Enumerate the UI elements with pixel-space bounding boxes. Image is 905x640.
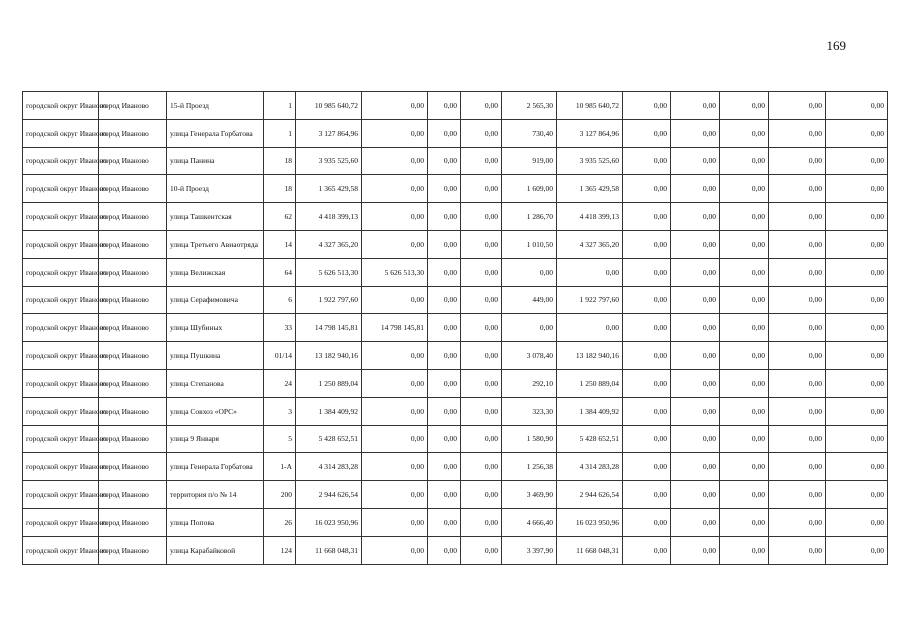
cell-fund-2: 0,00 (428, 314, 461, 342)
cell-street: улица Третьего Авиаотряда (167, 230, 264, 258)
cell-area: 323,30 (502, 397, 557, 425)
cell-fund-1: 5 626 513,30 (362, 258, 428, 286)
cell-fund-9: 0,00 (826, 453, 888, 481)
cell-street: 15-й Проезд (167, 92, 264, 120)
cell-fund-6: 0,00 (671, 203, 720, 231)
table-row (23, 508, 888, 536)
cell-fund-2: 0,00 (428, 342, 461, 370)
cell-house-number: 3 (264, 397, 296, 425)
cell-fund-1: 0,00 (362, 119, 428, 147)
cell-fund-2: 0,00 (428, 203, 461, 231)
cell-fund-8: 0,00 (769, 536, 826, 564)
cell-fund-6: 0,00 (671, 147, 720, 175)
cell-fund-1: 0,00 (362, 342, 428, 370)
cell-total-cost: 3 127 864,96 (296, 119, 362, 147)
cell-fund-3: 0,00 (461, 481, 502, 509)
cell-fund-7: 0,00 (720, 147, 769, 175)
cell-fund-6: 0,00 (671, 175, 720, 203)
cell-house-number: 1-А (264, 453, 296, 481)
cell-fund-1: 14 798 145,81 (362, 314, 428, 342)
cell-fund-9: 0,00 (826, 314, 888, 342)
cell-settlement: город Иваново (99, 92, 167, 120)
cell-street: 10-й Проезд (167, 175, 264, 203)
cell-fund-3: 0,00 (461, 342, 502, 370)
cell-fund-3: 0,00 (461, 286, 502, 314)
cell-fund-1: 0,00 (362, 508, 428, 536)
cell-fund-2: 0,00 (428, 508, 461, 536)
table-row (23, 175, 888, 203)
cell-fund-1: 0,00 (362, 147, 428, 175)
cell-fund-2: 0,00 (428, 230, 461, 258)
table-row (23, 314, 888, 342)
cell-fund-5: 0,00 (623, 314, 671, 342)
cell-total-cost: 5 428 652,51 (296, 425, 362, 453)
cell-area: 1 286,70 (502, 203, 557, 231)
cell-fund-3: 0,00 (461, 453, 502, 481)
cell-total-cost: 1 250 889,04 (296, 369, 362, 397)
cell-fund-7: 0,00 (720, 175, 769, 203)
cell-fund-6: 0,00 (671, 258, 720, 286)
cell-area: 3 469,90 (502, 481, 557, 509)
table-row (23, 425, 888, 453)
cell-total-cost: 1 922 797,60 (296, 286, 362, 314)
cell-fund-5: 0,00 (623, 397, 671, 425)
cell-fund-1: 0,00 (362, 397, 428, 425)
cell-settlement: город Иваново (99, 258, 167, 286)
cell-fund-7: 0,00 (720, 203, 769, 231)
cell-settlement: город Иваново (99, 397, 167, 425)
table-row (23, 481, 888, 509)
cell-fund-3: 0,00 (461, 175, 502, 203)
cell-fund-8: 0,00 (769, 481, 826, 509)
cell-fund-4: 3 935 525,60 (557, 147, 623, 175)
cell-fund-8: 0,00 (769, 314, 826, 342)
cell-fund-4: 3 127 864,96 (557, 119, 623, 147)
cell-municipality: городской округ Иваново (23, 258, 99, 286)
cell-total-cost: 13 182 940,16 (296, 342, 362, 370)
cell-fund-7: 0,00 (720, 92, 769, 120)
cell-house-number: 64 (264, 258, 296, 286)
cell-fund-1: 0,00 (362, 286, 428, 314)
cell-fund-9: 0,00 (826, 203, 888, 231)
cell-fund-2: 0,00 (428, 119, 461, 147)
cell-house-number: 5 (264, 425, 296, 453)
table-row (23, 397, 888, 425)
cell-fund-3: 0,00 (461, 425, 502, 453)
cell-total-cost: 10 985 640,72 (296, 92, 362, 120)
cell-area: 3 078,40 (502, 342, 557, 370)
address-list-table (22, 91, 888, 565)
cell-area: 0,00 (502, 258, 557, 286)
cell-settlement: город Иваново (99, 453, 167, 481)
cell-area: 730,40 (502, 119, 557, 147)
cell-house-number: 33 (264, 314, 296, 342)
cell-house-number: 14 (264, 230, 296, 258)
cell-municipality: городской округ Иваново (23, 92, 99, 120)
cell-fund-3: 0,00 (461, 119, 502, 147)
cell-fund-1: 0,00 (362, 453, 428, 481)
cell-total-cost: 16 023 950,96 (296, 508, 362, 536)
cell-fund-4: 2 944 626,54 (557, 481, 623, 509)
cell-fund-5: 0,00 (623, 203, 671, 231)
cell-total-cost: 1 365 429,58 (296, 175, 362, 203)
cell-fund-8: 0,00 (769, 258, 826, 286)
cell-fund-4: 1 365 429,58 (557, 175, 623, 203)
cell-fund-2: 0,00 (428, 147, 461, 175)
cell-fund-2: 0,00 (428, 258, 461, 286)
cell-fund-5: 0,00 (623, 536, 671, 564)
cell-fund-2: 0,00 (428, 92, 461, 120)
cell-fund-6: 0,00 (671, 342, 720, 370)
cell-settlement: город Иваново (99, 508, 167, 536)
cell-fund-4: 16 023 950,96 (557, 508, 623, 536)
cell-municipality: городской округ Иваново (23, 342, 99, 370)
cell-fund-1: 0,00 (362, 230, 428, 258)
cell-fund-6: 0,00 (671, 230, 720, 258)
cell-fund-6: 0,00 (671, 536, 720, 564)
table-row (23, 258, 888, 286)
cell-area: 0,00 (502, 314, 557, 342)
cell-fund-2: 0,00 (428, 175, 461, 203)
cell-fund-3: 0,00 (461, 92, 502, 120)
cell-fund-5: 0,00 (623, 425, 671, 453)
cell-fund-5: 0,00 (623, 508, 671, 536)
table-row (23, 230, 888, 258)
cell-fund-6: 0,00 (671, 119, 720, 147)
cell-fund-8: 0,00 (769, 203, 826, 231)
cell-fund-5: 0,00 (623, 119, 671, 147)
cell-settlement: город Иваново (99, 230, 167, 258)
cell-area: 2 565,30 (502, 92, 557, 120)
cell-settlement: город Иваново (99, 369, 167, 397)
cell-municipality: городской округ Иваново (23, 536, 99, 564)
cell-fund-9: 0,00 (826, 175, 888, 203)
table-row (23, 286, 888, 314)
cell-fund-9: 0,00 (826, 286, 888, 314)
table-row (23, 342, 888, 370)
cell-fund-7: 0,00 (720, 397, 769, 425)
cell-fund-5: 0,00 (623, 286, 671, 314)
cell-house-number: 200 (264, 481, 296, 509)
cell-fund-5: 0,00 (623, 258, 671, 286)
cell-house-number: 18 (264, 147, 296, 175)
cell-fund-8: 0,00 (769, 119, 826, 147)
cell-settlement: город Иваново (99, 481, 167, 509)
cell-street: улица Серафимовича (167, 286, 264, 314)
cell-fund-6: 0,00 (671, 481, 720, 509)
cell-fund-6: 0,00 (671, 369, 720, 397)
cell-fund-7: 0,00 (720, 342, 769, 370)
cell-fund-4: 1 384 409,92 (557, 397, 623, 425)
cell-fund-6: 0,00 (671, 397, 720, 425)
cell-fund-5: 0,00 (623, 342, 671, 370)
cell-area: 1 609,00 (502, 175, 557, 203)
cell-settlement: город Иваново (99, 119, 167, 147)
cell-fund-9: 0,00 (826, 508, 888, 536)
cell-municipality: городской округ Иваново (23, 453, 99, 481)
cell-fund-9: 0,00 (826, 147, 888, 175)
cell-total-cost: 3 935 525,60 (296, 147, 362, 175)
cell-street: улица Совхоз «ОРС» (167, 397, 264, 425)
cell-fund-5: 0,00 (623, 481, 671, 509)
cell-fund-3: 0,00 (461, 258, 502, 286)
cell-house-number: 24 (264, 369, 296, 397)
cell-fund-1: 0,00 (362, 481, 428, 509)
cell-fund-9: 0,00 (826, 369, 888, 397)
cell-municipality: городской округ Иваново (23, 119, 99, 147)
cell-fund-2: 0,00 (428, 425, 461, 453)
cell-fund-5: 0,00 (623, 369, 671, 397)
cell-house-number: 26 (264, 508, 296, 536)
cell-settlement: город Иваново (99, 175, 167, 203)
cell-fund-2: 0,00 (428, 453, 461, 481)
table-row (23, 453, 888, 481)
cell-area: 1 580,90 (502, 425, 557, 453)
cell-fund-9: 0,00 (826, 397, 888, 425)
cell-fund-9: 0,00 (826, 230, 888, 258)
cell-street: улица Попова (167, 508, 264, 536)
cell-area: 919,00 (502, 147, 557, 175)
cell-street: улица Пушкина (167, 342, 264, 370)
cell-fund-1: 0,00 (362, 203, 428, 231)
cell-fund-6: 0,00 (671, 508, 720, 536)
cell-municipality: городской округ Иваново (23, 397, 99, 425)
cell-fund-3: 0,00 (461, 508, 502, 536)
cell-settlement: город Иваново (99, 314, 167, 342)
cell-fund-7: 0,00 (720, 425, 769, 453)
cell-fund-3: 0,00 (461, 369, 502, 397)
cell-total-cost: 1 384 409,92 (296, 397, 362, 425)
cell-street: улица Ташкентская (167, 203, 264, 231)
table-row (23, 203, 888, 231)
cell-fund-1: 0,00 (362, 175, 428, 203)
cell-fund-7: 0,00 (720, 508, 769, 536)
cell-settlement: город Иваново (99, 425, 167, 453)
cell-fund-2: 0,00 (428, 286, 461, 314)
cell-house-number: 01/14 (264, 342, 296, 370)
cell-fund-4: 4 314 283,28 (557, 453, 623, 481)
cell-fund-5: 0,00 (623, 230, 671, 258)
cell-area: 4 666,40 (502, 508, 557, 536)
cell-fund-6: 0,00 (671, 92, 720, 120)
table-row (23, 147, 888, 175)
cell-fund-9: 0,00 (826, 92, 888, 120)
cell-fund-3: 0,00 (461, 147, 502, 175)
cell-fund-4: 0,00 (557, 258, 623, 286)
cell-fund-3: 0,00 (461, 203, 502, 231)
table-row (23, 369, 888, 397)
cell-fund-8: 0,00 (769, 147, 826, 175)
cell-fund-8: 0,00 (769, 453, 826, 481)
cell-house-number: 1 (264, 92, 296, 120)
cell-municipality: городской округ Иваново (23, 369, 99, 397)
cell-municipality: городской округ Иваново (23, 508, 99, 536)
cell-fund-4: 0,00 (557, 314, 623, 342)
cell-settlement: город Иваново (99, 203, 167, 231)
cell-fund-8: 0,00 (769, 369, 826, 397)
cell-fund-7: 0,00 (720, 286, 769, 314)
cell-total-cost: 4 418 399,13 (296, 203, 362, 231)
cell-street: улица Карабайковой (167, 536, 264, 564)
cell-fund-9: 0,00 (826, 342, 888, 370)
cell-fund-8: 0,00 (769, 230, 826, 258)
cell-street: улица Панина (167, 147, 264, 175)
cell-street: улица Генерала Горбатова (167, 119, 264, 147)
cell-fund-9: 0,00 (826, 258, 888, 286)
cell-total-cost: 4 314 283,28 (296, 453, 362, 481)
cell-settlement: город Иваново (99, 147, 167, 175)
cell-municipality: городской округ Иваново (23, 314, 99, 342)
cell-fund-5: 0,00 (623, 147, 671, 175)
cell-area: 449,00 (502, 286, 557, 314)
cell-fund-3: 0,00 (461, 397, 502, 425)
cell-house-number: 6 (264, 286, 296, 314)
cell-settlement: город Иваново (99, 536, 167, 564)
cell-fund-9: 0,00 (826, 119, 888, 147)
cell-fund-1: 0,00 (362, 536, 428, 564)
cell-settlement: город Иваново (99, 286, 167, 314)
cell-fund-7: 0,00 (720, 536, 769, 564)
table-body (23, 92, 888, 565)
cell-municipality: городской округ Иваново (23, 175, 99, 203)
cell-fund-3: 0,00 (461, 314, 502, 342)
cell-fund-4: 4 327 365,20 (557, 230, 623, 258)
cell-fund-4: 1 922 797,60 (557, 286, 623, 314)
cell-fund-7: 0,00 (720, 258, 769, 286)
cell-municipality: городской округ Иваново (23, 147, 99, 175)
cell-fund-3: 0,00 (461, 536, 502, 564)
cell-total-cost: 14 798 145,81 (296, 314, 362, 342)
cell-area: 292,10 (502, 369, 557, 397)
table-row (23, 119, 888, 147)
cell-fund-5: 0,00 (623, 453, 671, 481)
cell-street: улица Генерала Горбатова (167, 453, 264, 481)
cell-fund-3: 0,00 (461, 230, 502, 258)
cell-fund-8: 0,00 (769, 92, 826, 120)
table-row (23, 92, 888, 120)
cell-fund-4: 1 250 889,04 (557, 369, 623, 397)
cell-fund-8: 0,00 (769, 342, 826, 370)
cell-fund-8: 0,00 (769, 175, 826, 203)
cell-fund-7: 0,00 (720, 481, 769, 509)
cell-municipality: городской округ Иваново (23, 425, 99, 453)
cell-fund-1: 0,00 (362, 425, 428, 453)
cell-street: территория п/о № 14 (167, 481, 264, 509)
cell-fund-7: 0,00 (720, 230, 769, 258)
cell-fund-8: 0,00 (769, 397, 826, 425)
cell-municipality: городской округ Иваново (23, 286, 99, 314)
cell-fund-1: 0,00 (362, 369, 428, 397)
cell-fund-7: 0,00 (720, 314, 769, 342)
cell-settlement: город Иваново (99, 342, 167, 370)
cell-fund-4: 10 985 640,72 (557, 92, 623, 120)
cell-fund-8: 0,00 (769, 286, 826, 314)
cell-fund-6: 0,00 (671, 453, 720, 481)
cell-fund-7: 0,00 (720, 453, 769, 481)
cell-fund-2: 0,00 (428, 536, 461, 564)
cell-street: улица Шубиных (167, 314, 264, 342)
cell-street: улица 9 Января (167, 425, 264, 453)
cell-municipality: городской округ Иваново (23, 481, 99, 509)
cell-fund-4: 5 428 652,51 (557, 425, 623, 453)
cell-fund-4: 13 182 940,16 (557, 342, 623, 370)
cell-fund-9: 0,00 (826, 425, 888, 453)
cell-fund-2: 0,00 (428, 369, 461, 397)
cell-fund-6: 0,00 (671, 425, 720, 453)
cell-total-cost: 5 626 513,30 (296, 258, 362, 286)
cell-fund-7: 0,00 (720, 119, 769, 147)
cell-municipality: городской округ Иваново (23, 230, 99, 258)
cell-house-number: 1 (264, 119, 296, 147)
cell-fund-9: 0,00 (826, 481, 888, 509)
cell-fund-6: 0,00 (671, 286, 720, 314)
page-number: 169 (826, 38, 846, 53)
cell-fund-1: 0,00 (362, 92, 428, 120)
cell-fund-2: 0,00 (428, 481, 461, 509)
table-row (23, 536, 888, 564)
cell-area: 1 256,38 (502, 453, 557, 481)
cell-area: 3 397,90 (502, 536, 557, 564)
cell-house-number: 18 (264, 175, 296, 203)
cell-street: улица Велижская (167, 258, 264, 286)
cell-house-number: 124 (264, 536, 296, 564)
cell-municipality: городской округ Иваново (23, 203, 99, 231)
cell-street: улица Степанова (167, 369, 264, 397)
cell-fund-6: 0,00 (671, 314, 720, 342)
cell-fund-5: 0,00 (623, 175, 671, 203)
cell-fund-4: 11 668 048,31 (557, 536, 623, 564)
cell-fund-5: 0,00 (623, 92, 671, 120)
cell-fund-2: 0,00 (428, 397, 461, 425)
cell-fund-4: 4 418 399,13 (557, 203, 623, 231)
cell-fund-7: 0,00 (720, 369, 769, 397)
cell-total-cost: 4 327 365,20 (296, 230, 362, 258)
cell-area: 1 010,50 (502, 230, 557, 258)
cell-total-cost: 2 944 626,54 (296, 481, 362, 509)
cell-total-cost: 11 668 048,31 (296, 536, 362, 564)
cell-fund-8: 0,00 (769, 508, 826, 536)
cell-fund-8: 0,00 (769, 425, 826, 453)
cell-fund-9: 0,00 (826, 536, 888, 564)
cell-house-number: 62 (264, 203, 296, 231)
